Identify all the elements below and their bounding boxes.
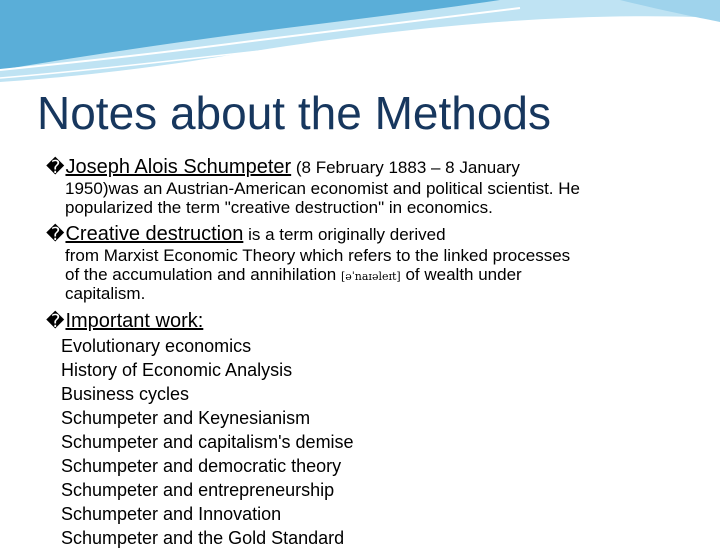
schumpeter-line-3: popularized the term "creative destruction" in economics. (65, 198, 493, 217)
creative-destruction-rest: is a term originally derived (243, 225, 446, 244)
creative-line-2: from Marxist Economic Theory which refers to the linked processes (65, 246, 571, 265)
ipa-pronunciation: [əˈnaɪəleɪt] (340, 270, 401, 283)
bullet-glyph: � (46, 157, 65, 177)
header-swoosh-decoration (0, 0, 720, 90)
slide-title: Notes about the Methods (37, 87, 551, 139)
bullet-glyph: � (46, 224, 65, 244)
works-list (61, 334, 354, 550)
list-item: Schumpeter and capitalism's demise (61, 432, 354, 452)
creative-line-3-b: of wealth under (400, 265, 522, 284)
bullet-glyph: � (46, 311, 65, 331)
list-item: Schumpeter and entrepreneurship (61, 480, 335, 500)
bullet-schumpeter (46, 157, 520, 177)
list-item: Business cycles (61, 384, 190, 404)
schumpeter-dates: (8 February 1883 – 8 January (291, 158, 520, 177)
list-item: Schumpeter and the Gold Standard (61, 528, 345, 548)
list-item: Schumpeter and Innovation (61, 504, 282, 524)
bullet-important-work (46, 311, 203, 331)
creative-destruction-term: Creative destruction (65, 223, 244, 245)
list-item: Evolutionary economics (61, 336, 252, 356)
creative-line-3-a: of the accumulation and annihilation (65, 265, 341, 284)
list-item: Schumpeter and democratic theory (61, 456, 342, 476)
creative-line-4: capitalism. (65, 284, 146, 303)
schumpeter-name: Joseph Alois Schumpeter (65, 156, 292, 178)
schumpeter-line-2: 1950)was an Austrian-American economist and political scientist. He (65, 179, 580, 198)
important-work-heading: Important work: (65, 310, 204, 332)
list-item: History of Economic Analysis (61, 360, 293, 380)
list-item: Schumpeter and Keynesianism (61, 408, 311, 428)
bullet-creative-destruction (46, 224, 446, 244)
creative-line-3 (65, 265, 522, 286)
